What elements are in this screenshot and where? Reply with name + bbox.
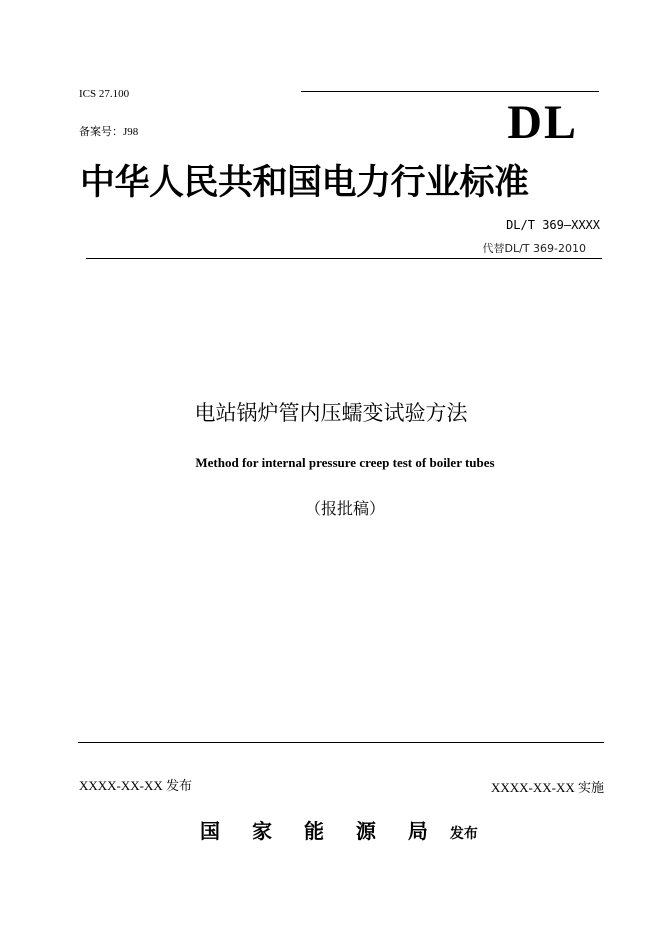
footer-divider (78, 742, 604, 743)
draft-status: （报批稿） (304, 499, 385, 518)
issuer-char: 源 (355, 819, 376, 843)
issuer-suffix: 发布 (449, 826, 478, 842)
issuer-char: 家 (251, 819, 272, 843)
issue-label: 发布 (166, 779, 193, 794)
ics-code: ICS 27.100 (79, 88, 130, 100)
document-title-cn: 电站锅炉管内压蠕变试验方法 (194, 401, 468, 425)
top-divider (301, 91, 599, 92)
record-number (79, 123, 138, 139)
issuer-char: 国 (200, 819, 220, 843)
record-label: 备案号： (79, 125, 123, 138)
issuer-char: 能 (303, 819, 324, 843)
issuing-authority (200, 815, 478, 844)
replaces-note: 代替DL/T 369-2010 (482, 242, 586, 253)
standard-title: 中华人民共和国电力行业标准 (80, 163, 529, 203)
header-divider (86, 258, 602, 259)
standard-number: DL/T 369—XXXX (506, 218, 600, 232)
implementation-date (491, 777, 604, 796)
issue-date (79, 775, 192, 794)
issue-date-value: XXXX-XX-XX (79, 778, 163, 793)
impl-date-value: XXXX-XX-XX (490, 780, 575, 795)
record-code: J98 (123, 126, 139, 138)
impl-label: 实施 (577, 781, 604, 796)
issuer-char: 局 (407, 819, 428, 843)
dl-logo: DL (507, 96, 578, 149)
document-title-en: Method for internal pressure creep test of boiler tubes (195, 455, 495, 470)
